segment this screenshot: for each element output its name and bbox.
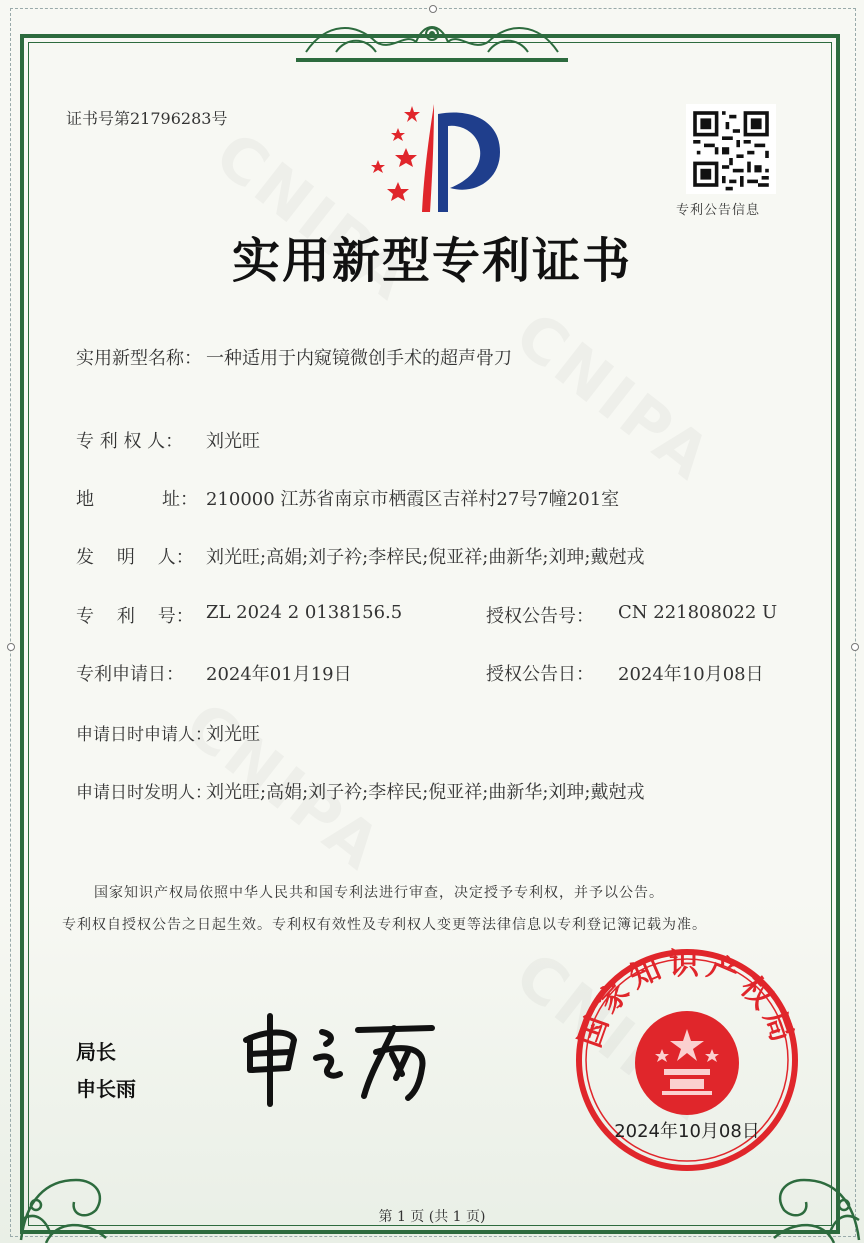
certificate-title: 实用新型专利证书 (231, 233, 632, 289)
grant-pub-number-label: 授权公告号： (486, 606, 594, 627)
notice-line-1: 国家知识产权局依照中华人民共和国专利法进行审查，决定授予专利权，并予以公告。 (94, 885, 664, 901)
inventor-value: 刘光旺;高娟;刘子衿;李梓民;倪亚祥;曲新华;刘珅;戴尅戎 (206, 547, 645, 568)
director-title: 局长 (76, 1040, 116, 1064)
application-date-label: 专利申请日： (76, 664, 184, 685)
inventor-label: 发 明 人： (76, 547, 194, 568)
resize-handle-left[interactable] (7, 643, 15, 651)
name-value: 一种适用于内窥镜微创手术的超声骨刀 (206, 348, 512, 369)
inventor-at-filing-value: 刘光旺;高娟;刘子衿;李梓民;倪亚祥;曲新华;刘珅;戴尅戎 (206, 782, 645, 803)
page-number: 第 1 页 (共 1 页) (378, 1209, 486, 1225)
patent-number-label: 专 利 号： (76, 606, 194, 627)
director-name: 申长雨 (76, 1077, 136, 1101)
inventor-at-filing-label: 申请日时发明人： (76, 783, 212, 803)
certificate-number: 证书号第21796283号 (66, 109, 228, 128)
top-ornament-icon (296, 12, 568, 62)
application-date-value: 2024年01月19日 (206, 664, 352, 685)
official-seal (572, 945, 802, 1175)
grant-pub-number-value: CN 221808022 U (618, 602, 778, 623)
applicant-at-filing-value: 刘光旺 (206, 724, 260, 745)
director-signature (236, 1008, 456, 1108)
grant-pub-date-label: 授权公告日： (486, 664, 594, 685)
cnipa-logo-icon (360, 100, 510, 218)
resize-handle-right[interactable] (851, 643, 859, 651)
patentee-value: 刘光旺 (206, 431, 260, 452)
qr-label: 专利公告信息 (676, 203, 761, 218)
seal-date: 2024年10月08日 (614, 1121, 760, 1142)
seal-text: 国家知识产权局 (572, 946, 802, 1052)
patent-number-value: ZL 2024 2 0138156.5 (206, 602, 403, 623)
address-label-second: 址： (162, 489, 198, 510)
patentee-label: 专 利 权 人： (76, 431, 184, 452)
name-label: 实用新型名称： (76, 348, 202, 369)
qr-code-icon[interactable] (686, 104, 776, 194)
notice-line-2: 专利权自授权公告之日起生效。专利权有效性及专利权人变更等法律信息以专利登记簿记载为准。 (62, 917, 707, 933)
grant-pub-date-value: 2024年10月08日 (618, 664, 764, 685)
address-label-first: 地 (76, 489, 94, 510)
applicant-at-filing-label: 申请日时申请人： (76, 725, 212, 745)
address-value: 210000 江苏省南京市栖霞区吉祥村27号7幢201室 (206, 489, 620, 510)
